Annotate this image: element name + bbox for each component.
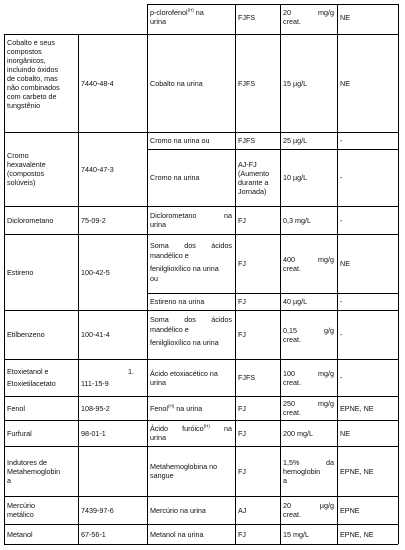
estireno-substancia: Estireno — [7, 267, 34, 277]
furfural-amostragem: FJ — [238, 428, 246, 438]
rule-v-cas — [78, 34, 79, 544]
cromo-sub2-valor: 10 µg/L — [283, 173, 308, 182]
furfural-substancia: Furfural — [7, 428, 32, 438]
rule-v-notacao — [337, 4, 338, 544]
rule-h-13 — [4, 524, 398, 525]
etilbenzeno-valor: 0,15 g/g creat. — [283, 325, 334, 344]
fenol-cas: 108-95-2 — [81, 403, 110, 413]
estireno-sub1-determinante: Soma dos ácidos mandélico e fenilglioxílico na urina ou — [150, 241, 232, 284]
metahemoglobina-cas — [78, 446, 147, 496]
etilbenzeno-determinante: Soma dos ácidos mandélico e fenilglioxílico na urina — [150, 315, 232, 348]
estireno-sub2-valor: 40 µg/L — [283, 297, 308, 306]
metahemoglobina-notacao: EPNE, NE — [340, 466, 374, 476]
rule-h-12 — [4, 496, 398, 497]
rule-v-right — [398, 4, 399, 544]
metahemoglobina-determinante: Metahemoglobina no sangue — [150, 462, 218, 480]
cromo-sub1-notacao: - — [340, 136, 343, 145]
estireno-sub2-notacao: - — [340, 297, 343, 306]
mercurio-determinante: Mercúrio na urina — [150, 505, 206, 515]
furfural-notacao: NE — [340, 428, 350, 438]
pclorofenol-amostragem: FJFS — [238, 13, 256, 22]
cromo-sub2-amostragem: AJ-FJ (Aumento durante a Jornada) — [238, 159, 270, 196]
rule-v-valor — [280, 4, 281, 544]
etilbenzeno-cas: 100-41-4 — [81, 330, 110, 339]
estireno-sub2-determinante: Estireno na urina — [150, 297, 205, 306]
metanol-notacao: EPNE, NE — [340, 529, 374, 539]
etoxietanol-amostragem: FJFS — [238, 373, 256, 382]
estireno-cas: 100-42-5 — [81, 267, 110, 277]
fenol-notacao: EPNE, NE — [340, 403, 374, 413]
etoxietanol-determinante: Ácido etoxiacético na urina — [150, 368, 218, 387]
metahemoglobina-valor: 1,5% da hemoglobin a — [283, 457, 334, 485]
etoxietanol-notacao: - — [340, 373, 343, 382]
rule-h-9 — [4, 396, 398, 397]
rule-h-2 — [4, 132, 398, 133]
fenol-substancia: Fenol — [7, 403, 25, 413]
furfural-determinante: Ácido furóico$^{(H)}$ na urina — [150, 423, 232, 442]
diclorometano-amostragem: FJ — [238, 215, 246, 225]
rule-v-amostragem — [235, 4, 236, 544]
rule-v-determinante — [147, 4, 148, 544]
cromo-sub1-valor: 25 µg/L — [283, 136, 308, 145]
diclorometano-determinante: Diclorometano na urina — [150, 211, 232, 229]
estireno-sub2-amostragem: FJ — [238, 297, 246, 306]
mercurio-substancia: Mercúrio metálico — [7, 501, 35, 519]
metanol-determinante: Metanol na urina — [150, 529, 204, 539]
estireno-sub1-amostragem: FJ — [238, 259, 246, 268]
fenol-valor: 250 mg/g creat. — [283, 399, 334, 417]
metahemoglobina-amostragem: FJ — [238, 466, 246, 476]
diclorometano-cas: 75-09-2 — [81, 215, 106, 225]
mercurio-notacao: EPNE — [340, 505, 360, 515]
rule-h-7 — [4, 310, 398, 311]
etoxietanol-valor: 100 mg/g creat. — [283, 368, 334, 387]
metanol-substancia: Metanol — [7, 529, 33, 539]
rule-h-8 — [4, 359, 398, 360]
etilbenzeno-amostragem: FJ — [238, 330, 246, 339]
rule-h-4 — [4, 206, 398, 207]
rule-v-left — [4, 34, 5, 544]
diclorometano-notacao: - — [340, 215, 343, 225]
rule-h-1 — [4, 34, 398, 35]
cobalto-notacao: NE — [340, 78, 350, 88]
diclorometano-substancia: Diclorometano — [7, 215, 54, 225]
etoxietanol-substancia: Etoxietanol e Etoxietilacetato — [7, 366, 56, 388]
pclorofenol-determinante: p-clorofenol$^{(H)}$ na urina — [150, 7, 204, 26]
cobalto-valor: 15 µg/L — [283, 78, 308, 88]
pclorofenol-notacao: NE — [340, 13, 350, 22]
metahemoglobina-substancia: Indutores de Metahemoglobin a — [7, 457, 61, 485]
cromo-sub1-determinante: Cromo na urina ou — [150, 136, 210, 145]
cromo-sub2-notacao: - — [340, 173, 343, 182]
metanol-valor: 15 mg/L — [283, 529, 309, 539]
mercurio-valor: 20 µg/g creat. — [283, 501, 334, 519]
rule-h-3 — [147, 149, 398, 150]
etoxietanol-cas: 1. 111-15-9 — [81, 366, 134, 388]
furfural-cas: 98-01-1 — [81, 428, 106, 438]
cromo-substancia: Cromo hexavalente (compostos solúveis) — [7, 151, 46, 187]
cobalto-cas: 7440-48-4 — [81, 78, 114, 88]
furfural-valor: 200 mg/L — [283, 428, 313, 438]
etilbenzeno-substancia: Etilbenzeno — [7, 330, 45, 339]
mercurio-amostragem: AJ — [238, 505, 247, 515]
row-pclorofenol — [0, 0, 6, 4]
cromo-sub1-amostragem: FJFS — [238, 136, 256, 145]
cobalto-substancia: Cobalto e seus compostos inorgânicos, incluindo óxidos de cobalto, mas não combinados com carbeto de tungstênio — [7, 38, 60, 110]
rule-h-14 — [4, 544, 398, 545]
rule-h-11 — [4, 446, 398, 447]
estireno-sub1-valor: 400 mg/g creat. — [283, 254, 334, 273]
rule-h-0 — [147, 4, 398, 5]
cromo-sub2-determinante: Cromo na urina — [150, 173, 200, 182]
rule-h-5 — [4, 234, 398, 235]
cromo-cas: 7440-47-3 — [81, 164, 114, 174]
metanol-amostragem: FJ — [238, 529, 246, 539]
mercurio-cas: 7439-97-6 — [81, 505, 114, 515]
fenol-determinante: Fenol$^{(H)}$ na urina — [150, 403, 203, 413]
rule-h-6 — [147, 293, 398, 294]
cobalto-determinante: Cobalto na urina — [150, 78, 203, 88]
rule-h-10 — [4, 420, 398, 421]
pclorofenol-valor: 20 mg/g creat. — [283, 8, 334, 26]
estireno-sub1-notacao: NE — [340, 259, 350, 268]
fenol-amostragem: FJ — [238, 403, 246, 413]
cobalto-amostragem: FJFS — [238, 78, 256, 88]
etilbenzeno-notacao: - — [340, 330, 343, 339]
diclorometano-valor: 0,3 mg/L — [283, 215, 311, 225]
metanol-cas: 67-56-1 — [81, 529, 106, 539]
